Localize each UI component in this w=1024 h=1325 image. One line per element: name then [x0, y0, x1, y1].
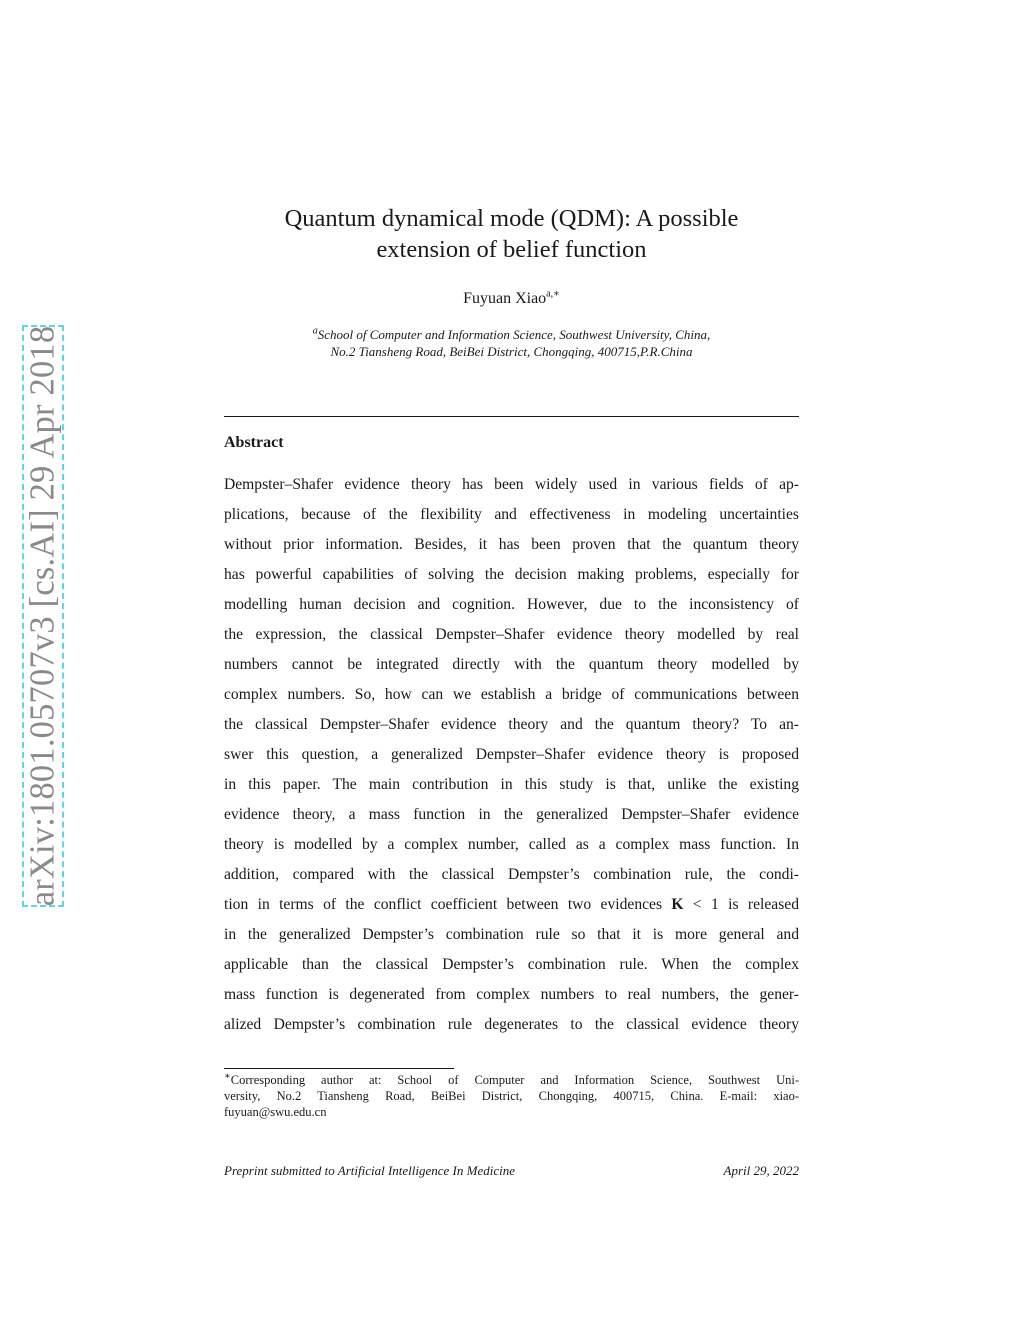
- affiliation-line-2: No.2 Tiansheng Road, BeiBei District, Chongqing, 400715,P.R.China: [330, 344, 693, 359]
- footnote-email[interactable]: fuyuan@swu.edu.cn: [224, 1105, 327, 1119]
- affiliation-line-1: $^a$School of Computer and Information Science, Southwest University, China,: [312, 325, 711, 342]
- abstract-line-with-k: tion in terms of the conflict coefficient between two evidences K < 1 is released: [224, 896, 799, 913]
- abstract-line: in the generalized Dempster’s combination rule so that it is more general and: [224, 926, 799, 943]
- title-line-2: extension of belief function: [376, 236, 647, 263]
- footnote-rule: [224, 1068, 454, 1069]
- abstract-line: the classical Dempster–Shafer evidence theory and the quantum theory? To an-: [224, 716, 799, 733]
- arxiv-identifier[interactable]: arXiv:1801.05707v3 [cs.AI] 29 Apr 2018: [23, 325, 62, 907]
- conflict-coefficient-k: K: [671, 896, 684, 913]
- abstract-line: complex numbers. So, how can we establish a bridge of communications between: [224, 686, 799, 703]
- abstract-line: mass function is degenerated from complex numbers to real numbers, the gener-: [224, 986, 799, 1003]
- abstract-line: evidence theory, a mass function in the generalized Dempster–Shafer evidence: [224, 806, 799, 823]
- abstract-line: swer this question, a generalized Dempster–Shafer evidence theory is proposed: [224, 746, 799, 763]
- affiliation-mark: a: [312, 325, 318, 337]
- abstract-line: in this paper. The main contribution in this study is that, unlike the existing: [224, 776, 799, 793]
- abstract-line: Dempster–Shafer evidence theory has been widely used in various fields of ap-: [224, 476, 799, 493]
- abstract-line: alized Dempster’s combination rule degenerates to the classical evidence theory: [224, 1016, 799, 1033]
- abstract-line: applicable than the classical Dempster’s combination rule. When the complex: [224, 956, 799, 973]
- preprint-date: April 29, 2022: [723, 1163, 799, 1178]
- abstract-line: has powerful capabilities of solving the decision making problems, especially for: [224, 566, 799, 583]
- affiliation: [224, 326, 799, 360]
- author-marks: a,∗: [546, 288, 560, 300]
- title-line-1: Quantum dynamical mode (QDM): A possible: [284, 205, 739, 232]
- footnote-line-1: ∗Corresponding author at: School of Computer and Information Science, Southwest Uni-: [224, 1070, 799, 1087]
- abstract-line: modelling human decision and cognition. However, due to the inconsistency of: [224, 596, 799, 613]
- abstract-line: theory is modelled by a complex number, called as a complex mass function. In: [224, 836, 799, 853]
- abstract-body: [224, 470, 799, 1040]
- abstract-line: numbers cannot be integrated directly with the quantum theory modelled by: [224, 656, 799, 673]
- abstract-top-rule: [224, 416, 799, 417]
- abstract-line: plications, because of the flexibility and effectiveness in modeling uncertainties: [224, 506, 799, 523]
- abstract-heading: Abstract: [224, 434, 284, 451]
- footnote-mark: ∗: [224, 1070, 231, 1082]
- author: [224, 290, 799, 308]
- abstract-line: the expression, the classical Dempster–Shafer evidence theory modelled by real: [224, 626, 799, 643]
- preprint-notice: Preprint submitted to Artificial Intelligence In Medicine: [224, 1163, 515, 1178]
- footnote-line-2: versity, No.2 Tiansheng Road, BeiBei District, Chongqing, 400715, China. E-mail: xiao-: [224, 1089, 799, 1103]
- paper-title: [224, 203, 799, 265]
- author-name: Fuyuan Xiao: [463, 290, 547, 307]
- footnote: [224, 1072, 799, 1120]
- abstract-line: without prior information. Besides, it has been proven that the quantum theory: [224, 536, 799, 553]
- abstract-line: addition, compared with the classical Dempster’s combination rule, the condi-: [224, 866, 799, 883]
